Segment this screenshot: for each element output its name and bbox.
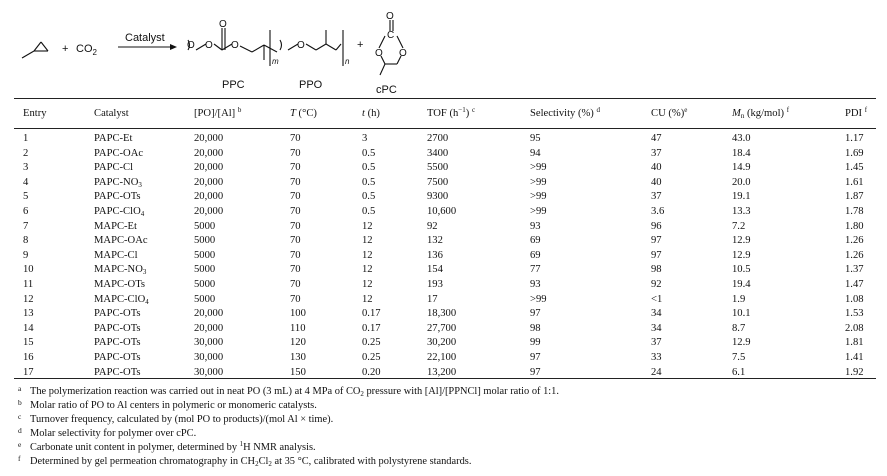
cell-ratio: 20,000 bbox=[194, 205, 224, 217]
cell-catalyst: PAPC-OTs bbox=[94, 366, 141, 378]
cell-selectivity: >99 bbox=[530, 293, 547, 305]
plus-sign-2: + bbox=[357, 39, 364, 51]
cell-pdi: 1.37 bbox=[845, 264, 864, 276]
cell-entry: 16 bbox=[23, 351, 34, 363]
cell-selectivity: 69 bbox=[530, 235, 541, 247]
table-row bbox=[14, 307, 876, 322]
cell-time: 0.25 bbox=[362, 337, 381, 349]
cell-ratio: 20,000 bbox=[194, 322, 224, 334]
cell-time: 0.25 bbox=[362, 351, 381, 363]
table-row bbox=[14, 234, 876, 249]
cell-temperature: 100 bbox=[290, 308, 306, 320]
cell-pdi: 1.41 bbox=[845, 351, 864, 363]
cell-time: 0.17 bbox=[362, 322, 381, 334]
cell-mn: 18.4 bbox=[732, 147, 751, 159]
cell-mn: 12.9 bbox=[732, 249, 751, 261]
cell-tof: 154 bbox=[427, 264, 443, 276]
cell-time: 0.5 bbox=[362, 191, 376, 203]
cell-pdi: 1.80 bbox=[845, 220, 864, 232]
cell-tof: 17 bbox=[427, 293, 438, 305]
cell-catalyst: MAPC-Et bbox=[94, 220, 137, 232]
cell-ratio: 5000 bbox=[194, 264, 216, 276]
ppo-structure bbox=[280, 30, 343, 66]
svg-text:O: O bbox=[375, 48, 383, 59]
cell-cu: 96 bbox=[651, 220, 662, 232]
cpc-label: cPC bbox=[376, 84, 397, 95]
cell-mn: 19.4 bbox=[732, 278, 751, 290]
table-row bbox=[14, 278, 876, 293]
cell-mn: 6.1 bbox=[732, 366, 746, 378]
header-catalyst: Catalyst bbox=[94, 108, 129, 119]
cell-selectivity: >99 bbox=[530, 176, 547, 188]
cell-time: 0.5 bbox=[362, 147, 376, 159]
cell-cu: 33 bbox=[651, 351, 662, 363]
ppc-label: PPC bbox=[222, 79, 245, 91]
cell-ratio: 20,000 bbox=[194, 308, 224, 320]
cell-cu: 40 bbox=[651, 162, 662, 174]
cell-cu: 37 bbox=[651, 337, 662, 349]
cell-entry: 2 bbox=[23, 147, 29, 159]
cell-cu: 37 bbox=[651, 147, 662, 159]
cell-temperature: 70 bbox=[290, 147, 301, 159]
cell-pdi: 1.61 bbox=[845, 176, 864, 188]
cell-mn: 19.1 bbox=[732, 191, 751, 203]
cell-selectivity: 93 bbox=[530, 278, 541, 290]
cell-catalyst: PAPC-OTs bbox=[94, 351, 141, 363]
cell-catalyst: MAPC-Cl bbox=[94, 249, 138, 261]
cell-temperature: 70 bbox=[290, 235, 301, 247]
svg-text:O: O bbox=[399, 48, 407, 59]
svg-text:O: O bbox=[297, 40, 305, 51]
cell-pdi: 2.08 bbox=[845, 322, 864, 334]
cell-catalyst: PAPC-Et bbox=[94, 133, 133, 144]
cell-tof: 2700 bbox=[427, 133, 449, 144]
header-ratio: [PO]/[Al] $^b$ bbox=[194, 106, 242, 119]
cell-entry: 1 bbox=[23, 133, 29, 144]
cell-cu: 97 bbox=[651, 235, 662, 247]
cell-time: 0.5 bbox=[362, 162, 376, 174]
cell-selectivity: 97 bbox=[530, 308, 541, 320]
footnote: e Carbonate unit content in polymer, determined by $^1$H NMR analysis. bbox=[18, 440, 316, 454]
cell-mn: 14.9 bbox=[732, 162, 751, 174]
cell-entry: 8 bbox=[23, 235, 29, 247]
cell-time: 12 bbox=[362, 220, 373, 232]
cell-selectivity: 77 bbox=[530, 264, 541, 276]
cell-entry: 15 bbox=[23, 337, 34, 349]
cell-pdi: 1.47 bbox=[845, 278, 864, 290]
table-header-rule bbox=[14, 128, 876, 129]
table-row bbox=[14, 147, 876, 162]
table-footnotes bbox=[18, 385, 559, 470]
cell-entry: 3 bbox=[23, 162, 29, 174]
cell-catalyst: MAPC-OTs bbox=[94, 278, 146, 290]
cell-temperature: 70 bbox=[290, 249, 301, 261]
cell-catalyst: MAPC-ClO$_4$ bbox=[94, 293, 149, 306]
cell-time: 12 bbox=[362, 264, 373, 276]
cell-tof: 7500 bbox=[427, 176, 449, 188]
cell-selectivity: 98 bbox=[530, 322, 541, 334]
cell-tof: 18,300 bbox=[427, 308, 457, 320]
table-row bbox=[14, 351, 876, 366]
cell-cu: 37 bbox=[651, 191, 662, 203]
footnote: c Turnover frequency, calculated by (mol PO to products)/(mol Al × time). bbox=[18, 412, 334, 426]
cell-tof: 30,200 bbox=[427, 337, 457, 349]
cell-ratio: 5000 bbox=[194, 293, 216, 305]
cell-entry: 17 bbox=[23, 366, 34, 378]
ppo-label: PPO bbox=[299, 79, 323, 91]
cell-temperature: 130 bbox=[290, 351, 306, 363]
cell-pdi: 1.17 bbox=[845, 133, 864, 144]
table-header bbox=[14, 99, 876, 129]
svg-text:O: O bbox=[231, 40, 239, 51]
cell-tof: 136 bbox=[427, 249, 443, 261]
cell-pdi: 1.92 bbox=[845, 366, 864, 378]
cell-time: 12 bbox=[362, 249, 373, 261]
svg-text:O: O bbox=[187, 40, 195, 51]
header-tof: TOF $(h^{-1})$ $^c$ bbox=[427, 106, 476, 119]
cell-mn: 43.0 bbox=[732, 133, 751, 144]
footnote: a The polymerization reaction was carried out in neat PO (3 mL) at 4 MPa of $CO_2$ pressure with [Al]/[PPNCl] molar ratio of 1:1. bbox=[18, 384, 559, 398]
cell-mn: 10.5 bbox=[732, 264, 751, 276]
cell-time: 12 bbox=[362, 235, 373, 247]
cell-cu: 40 bbox=[651, 176, 662, 188]
svg-text:O: O bbox=[205, 40, 213, 51]
cell-entry: 12 bbox=[23, 293, 34, 305]
cell-mn: 10.1 bbox=[732, 308, 751, 320]
cell-time: 3 bbox=[362, 133, 368, 144]
footnote: b Molar ratio of PO to Al centers in polymeric or monomeric catalysts. bbox=[18, 398, 317, 412]
header-temperature: T (°C) bbox=[290, 108, 317, 119]
header-cu: CU (%)$^e$ bbox=[651, 106, 688, 119]
table-row bbox=[14, 249, 876, 264]
cell-catalyst: PAPC-OAc bbox=[94, 147, 144, 159]
cell-cu: 3.6 bbox=[651, 205, 665, 217]
cell-ratio: 30,000 bbox=[194, 337, 224, 349]
header-time: t (h) bbox=[362, 108, 380, 119]
cell-pdi: 1.45 bbox=[845, 162, 864, 174]
cell-catalyst: PAPC-ClO$_4$ bbox=[94, 205, 145, 218]
cell-pdi: 1.53 bbox=[845, 308, 864, 320]
m-subscript: m bbox=[272, 57, 279, 66]
cell-ratio: 5000 bbox=[194, 278, 216, 290]
cell-ratio: 5000 bbox=[194, 220, 216, 232]
cell-catalyst: PAPC-OTs bbox=[94, 308, 141, 320]
table-row bbox=[14, 293, 876, 308]
cell-entry: 11 bbox=[23, 278, 34, 290]
reaction-scheme bbox=[0, 0, 887, 95]
cell-tof: 10,600 bbox=[427, 205, 457, 217]
cell-selectivity: 95 bbox=[530, 133, 541, 144]
cell-mn: 13.3 bbox=[732, 205, 751, 217]
n-subscript: n bbox=[345, 57, 350, 66]
cell-temperature: 70 bbox=[290, 162, 301, 174]
cell-time: 0.20 bbox=[362, 366, 381, 378]
cell-selectivity: 97 bbox=[530, 366, 541, 378]
cell-mn: 8.7 bbox=[732, 322, 746, 334]
cell-entry: 4 bbox=[23, 176, 29, 188]
cell-cu: 34 bbox=[651, 322, 662, 334]
cell-ratio: 20,000 bbox=[194, 133, 224, 144]
table-row bbox=[14, 132, 876, 147]
cell-pdi: 1.08 bbox=[845, 293, 864, 305]
cell-ratio: 20,000 bbox=[194, 162, 224, 174]
cell-cu: 34 bbox=[651, 308, 662, 320]
cell-pdi: 1.87 bbox=[845, 191, 864, 203]
cell-selectivity: 97 bbox=[530, 351, 541, 363]
cell-temperature: 70 bbox=[290, 278, 301, 290]
cell-ratio: 20,000 bbox=[194, 176, 224, 188]
results-table bbox=[14, 99, 876, 380]
cell-ratio: 5000 bbox=[194, 235, 216, 247]
cell-temperature: 70 bbox=[290, 205, 301, 217]
cell-cu: 97 bbox=[651, 249, 662, 261]
cell-temperature: 70 bbox=[290, 176, 301, 188]
cell-cu: 24 bbox=[651, 366, 662, 378]
cell-ratio: 20,000 bbox=[194, 147, 224, 159]
cell-temperature: 70 bbox=[290, 191, 301, 203]
cell-entry: 10 bbox=[23, 264, 34, 276]
table-row bbox=[14, 190, 876, 205]
cell-cu: 98 bbox=[651, 264, 662, 276]
cell-pdi: 1.26 bbox=[845, 249, 864, 261]
svg-text:O: O bbox=[219, 19, 227, 30]
cell-selectivity: >99 bbox=[530, 191, 547, 203]
cell-time: 0.5 bbox=[362, 205, 376, 217]
cell-tof: 13,200 bbox=[427, 366, 457, 378]
footnote: d Molar selectivity for polymer over cPC. bbox=[18, 426, 197, 440]
cell-tof: 193 bbox=[427, 278, 443, 290]
cell-entry: 13 bbox=[23, 308, 34, 320]
cell-temperature: 110 bbox=[290, 322, 306, 334]
cell-cu: 47 bbox=[651, 133, 662, 144]
cell-temperature: 70 bbox=[290, 220, 301, 232]
cell-entry: 9 bbox=[23, 249, 29, 261]
cell-entry: 6 bbox=[23, 205, 29, 217]
cell-tof: 3400 bbox=[427, 147, 449, 159]
cell-selectivity: 99 bbox=[530, 337, 541, 349]
cell-mn: 12.9 bbox=[732, 235, 751, 247]
cell-temperature: 150 bbox=[290, 366, 306, 378]
header-pdi: PDI $^f$ bbox=[845, 106, 868, 119]
cell-mn: 1.9 bbox=[732, 293, 746, 305]
cell-catalyst: PAPC-Cl bbox=[94, 162, 134, 174]
cell-cu: 92 bbox=[651, 278, 662, 290]
header-selectivity: Selectivity (%) $^d$ bbox=[530, 106, 600, 119]
cell-pdi: 1.69 bbox=[845, 147, 864, 159]
cell-catalyst: PAPC-OTs bbox=[94, 337, 141, 349]
cell-time: 12 bbox=[362, 278, 373, 290]
table-row bbox=[14, 220, 876, 235]
cell-tof: 132 bbox=[427, 235, 443, 247]
cell-tof: 9300 bbox=[427, 191, 449, 203]
table-row bbox=[14, 263, 876, 278]
table-body bbox=[14, 129, 876, 380]
cell-entry: 14 bbox=[23, 322, 34, 334]
cell-tof: 27,700 bbox=[427, 322, 457, 334]
propylene-oxide-structure bbox=[22, 42, 48, 58]
cell-ratio: 20,000 bbox=[194, 191, 224, 203]
cell-entry: 7 bbox=[23, 220, 29, 232]
cell-time: 0.5 bbox=[362, 176, 376, 188]
cell-cu: <1 bbox=[651, 293, 663, 305]
cell-temperature: 70 bbox=[290, 264, 301, 276]
cell-selectivity: >99 bbox=[530, 162, 547, 174]
cell-pdi: 1.81 bbox=[845, 337, 864, 349]
cell-catalyst: PAPC-$NO_3$ bbox=[94, 176, 142, 189]
svg-text:C: C bbox=[387, 30, 395, 41]
footnote: f Determined by gel permeation chromatography in $CH_2Cl_2$ at 35 °C, calibrated with polystyrene standards. bbox=[18, 454, 472, 469]
cell-mn: 7.5 bbox=[732, 351, 746, 363]
table-row bbox=[14, 161, 876, 176]
cell-temperature: 70 bbox=[290, 133, 301, 144]
catalyst-label: Catalyst bbox=[125, 32, 165, 44]
cell-temperature: 120 bbox=[290, 337, 306, 349]
cell-temperature: 70 bbox=[290, 293, 301, 305]
cell-mn: 20.0 bbox=[732, 176, 751, 188]
header-mn: $M_n$ (kg/mol) $^f$ bbox=[732, 106, 790, 120]
cell-selectivity: >99 bbox=[530, 205, 547, 217]
table-bottom-rule bbox=[14, 378, 876, 379]
cell-selectivity: 94 bbox=[530, 147, 541, 159]
cell-ratio: 30,000 bbox=[194, 351, 224, 363]
cell-catalyst: MAPC-$NO_3$ bbox=[94, 264, 147, 277]
cell-time: 0.17 bbox=[362, 308, 381, 320]
cell-tof: 5500 bbox=[427, 162, 449, 174]
cell-tof: 92 bbox=[427, 220, 438, 232]
table-row bbox=[14, 176, 876, 191]
cell-pdi: 1.78 bbox=[845, 205, 864, 217]
cell-mn: 7.2 bbox=[732, 220, 746, 232]
table-row bbox=[14, 336, 876, 351]
cell-catalyst: MAPC-OAc bbox=[94, 235, 148, 247]
header-entry: Entry bbox=[23, 108, 47, 119]
cell-selectivity: 93 bbox=[530, 220, 541, 232]
cell-pdi: 1.26 bbox=[845, 235, 864, 247]
cell-catalyst: PAPC-OTs bbox=[94, 322, 141, 334]
plus-sign: + bbox=[62, 43, 69, 55]
cell-time: 12 bbox=[362, 293, 373, 305]
svg-text:O: O bbox=[386, 11, 394, 22]
cell-mn: 12.9 bbox=[732, 337, 751, 349]
table-row bbox=[14, 205, 876, 220]
cell-entry: 5 bbox=[23, 191, 29, 203]
cell-tof: 22,100 bbox=[427, 351, 457, 363]
cell-ratio: 30,000 bbox=[194, 366, 224, 378]
cell-catalyst: PAPC-OTs bbox=[94, 191, 141, 203]
cell-selectivity: 69 bbox=[530, 249, 541, 261]
co2-label: $CO_2$ bbox=[76, 43, 97, 57]
table-row bbox=[14, 322, 876, 337]
cell-ratio: 5000 bbox=[194, 249, 216, 261]
